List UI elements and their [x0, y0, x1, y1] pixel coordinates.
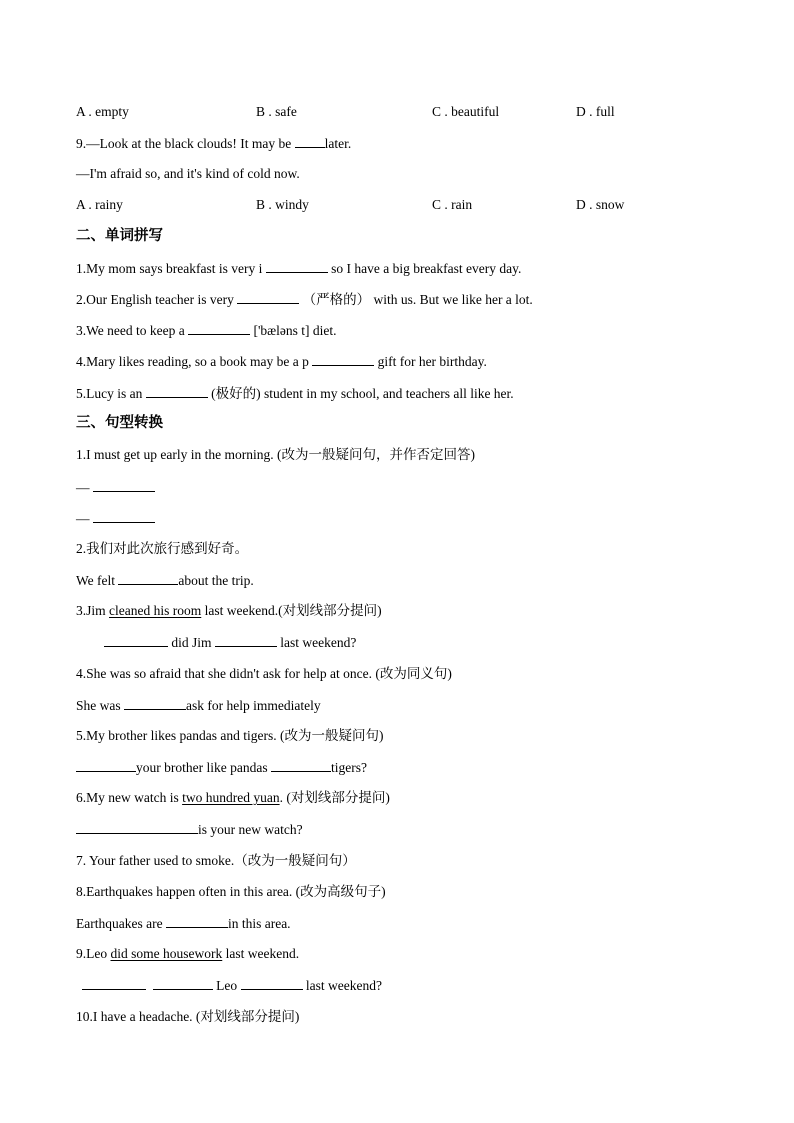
- section-3-title: 三、句型转换: [76, 415, 163, 431]
- s3-item-1-answer-2: —: [76, 509, 155, 528]
- s3-item-2-answer: We felt about the trip.: [76, 573, 254, 588]
- s3-item-6-answer: is your new watch?: [76, 820, 303, 839]
- s3-item-3-answer: did Jim last weekend?: [104, 633, 356, 652]
- answer-blank[interactable]: [266, 259, 328, 273]
- answer-blank[interactable]: [82, 976, 146, 990]
- answer-blank[interactable]: [295, 134, 325, 148]
- s3-item-9-answer: Leo last weekend?: [82, 976, 382, 995]
- s3-item-3: 3.Jim cleaned his room last weekend.(对划线部分提问): [76, 603, 382, 618]
- answer-blank[interactable]: [104, 633, 168, 647]
- s3-item-2: 2.我们对此次旅行感到好奇。: [76, 541, 249, 556]
- answer-blank[interactable]: [76, 758, 136, 772]
- answer-blank[interactable]: [153, 976, 213, 990]
- s3-item-10: 10.I have a headache. (对划线部分提问): [76, 1009, 300, 1024]
- answer-blank[interactable]: [271, 758, 331, 772]
- underlined-phrase: did some housework: [110, 946, 223, 961]
- s3-item-1: 1.I must get up early in the morning. (改为一般疑问句，并作否定回答): [76, 447, 475, 462]
- s2-item-3: 3.We need to keep a ['bæləns t] diet.: [76, 323, 337, 338]
- answer-blank[interactable]: [93, 509, 155, 523]
- q8-option-a: A . empty: [76, 104, 129, 119]
- answer-blank[interactable]: [93, 478, 155, 492]
- s2-item-1: 1.My mom says breakfast is very i so I have a big breakfast every day.: [76, 261, 522, 276]
- q8-option-c: C . beautiful: [432, 104, 500, 119]
- q9-option-b: B . windy: [256, 197, 309, 212]
- q9-option-d: D . snow: [576, 197, 625, 212]
- s3-item-5: 5.My brother likes pandas and tigers. (改为一般疑问句): [76, 728, 384, 743]
- s3-item-7: 7. Your father used to smoke.（改为一般疑问句）: [76, 853, 356, 868]
- s3-item-6: 6.My new watch is two hundred yuan. (对划线部分提问): [76, 790, 390, 805]
- answer-blank[interactable]: [188, 321, 250, 335]
- underlined-phrase: two hundred yuan: [182, 790, 280, 805]
- q9-prompt: 9.—Look at the black clouds! It may be later.: [76, 136, 352, 151]
- underlined-phrase: cleaned his room: [109, 603, 202, 618]
- answer-blank[interactable]: [124, 696, 186, 710]
- s3-item-5-answer: your brother like pandas tigers?: [76, 758, 367, 777]
- section-2-title: 二、单词拼写: [76, 228, 163, 244]
- q9-option-c: C . rain: [432, 197, 473, 212]
- s3-item-8-answer: Earthquakes are in this area.: [76, 916, 291, 931]
- s3-item-9: 9.Leo did some housework last weekend.: [76, 946, 300, 961]
- q9-reply: —I'm afraid so, and it's kind of cold now.: [76, 166, 300, 181]
- answer-blank[interactable]: [237, 290, 299, 304]
- answer-blank[interactable]: [76, 820, 198, 834]
- s3-item-4-answer: She was ask for help immediately: [76, 698, 321, 713]
- answer-blank[interactable]: [312, 352, 374, 366]
- s2-item-2: 2.Our English teacher is very （严格的） with us. But we like her a lot.: [76, 292, 533, 307]
- s3-item-1-answer-1: —: [76, 478, 155, 497]
- answer-blank[interactable]: [215, 633, 277, 647]
- s2-item-5: 5.Lucy is an (极好的) student in my school, and teachers all like her.: [76, 386, 514, 401]
- s3-item-4: 4.She was so afraid that she didn't ask for help at once. (改为同义句): [76, 666, 452, 681]
- q9-option-a: A . rainy: [76, 197, 123, 212]
- q8-option-b: B . safe: [256, 104, 297, 119]
- answer-blank[interactable]: [118, 571, 178, 585]
- s3-item-8: 8.Earthquakes happen often in this area. (改为高级句子): [76, 884, 386, 899]
- s2-item-4: 4.Mary likes reading, so a book may be a p gift for her birthday.: [76, 354, 487, 369]
- answer-blank[interactable]: [146, 384, 208, 398]
- answer-blank[interactable]: [166, 914, 228, 928]
- answer-blank[interactable]: [241, 976, 303, 990]
- q8-option-d: D . full: [576, 104, 615, 119]
